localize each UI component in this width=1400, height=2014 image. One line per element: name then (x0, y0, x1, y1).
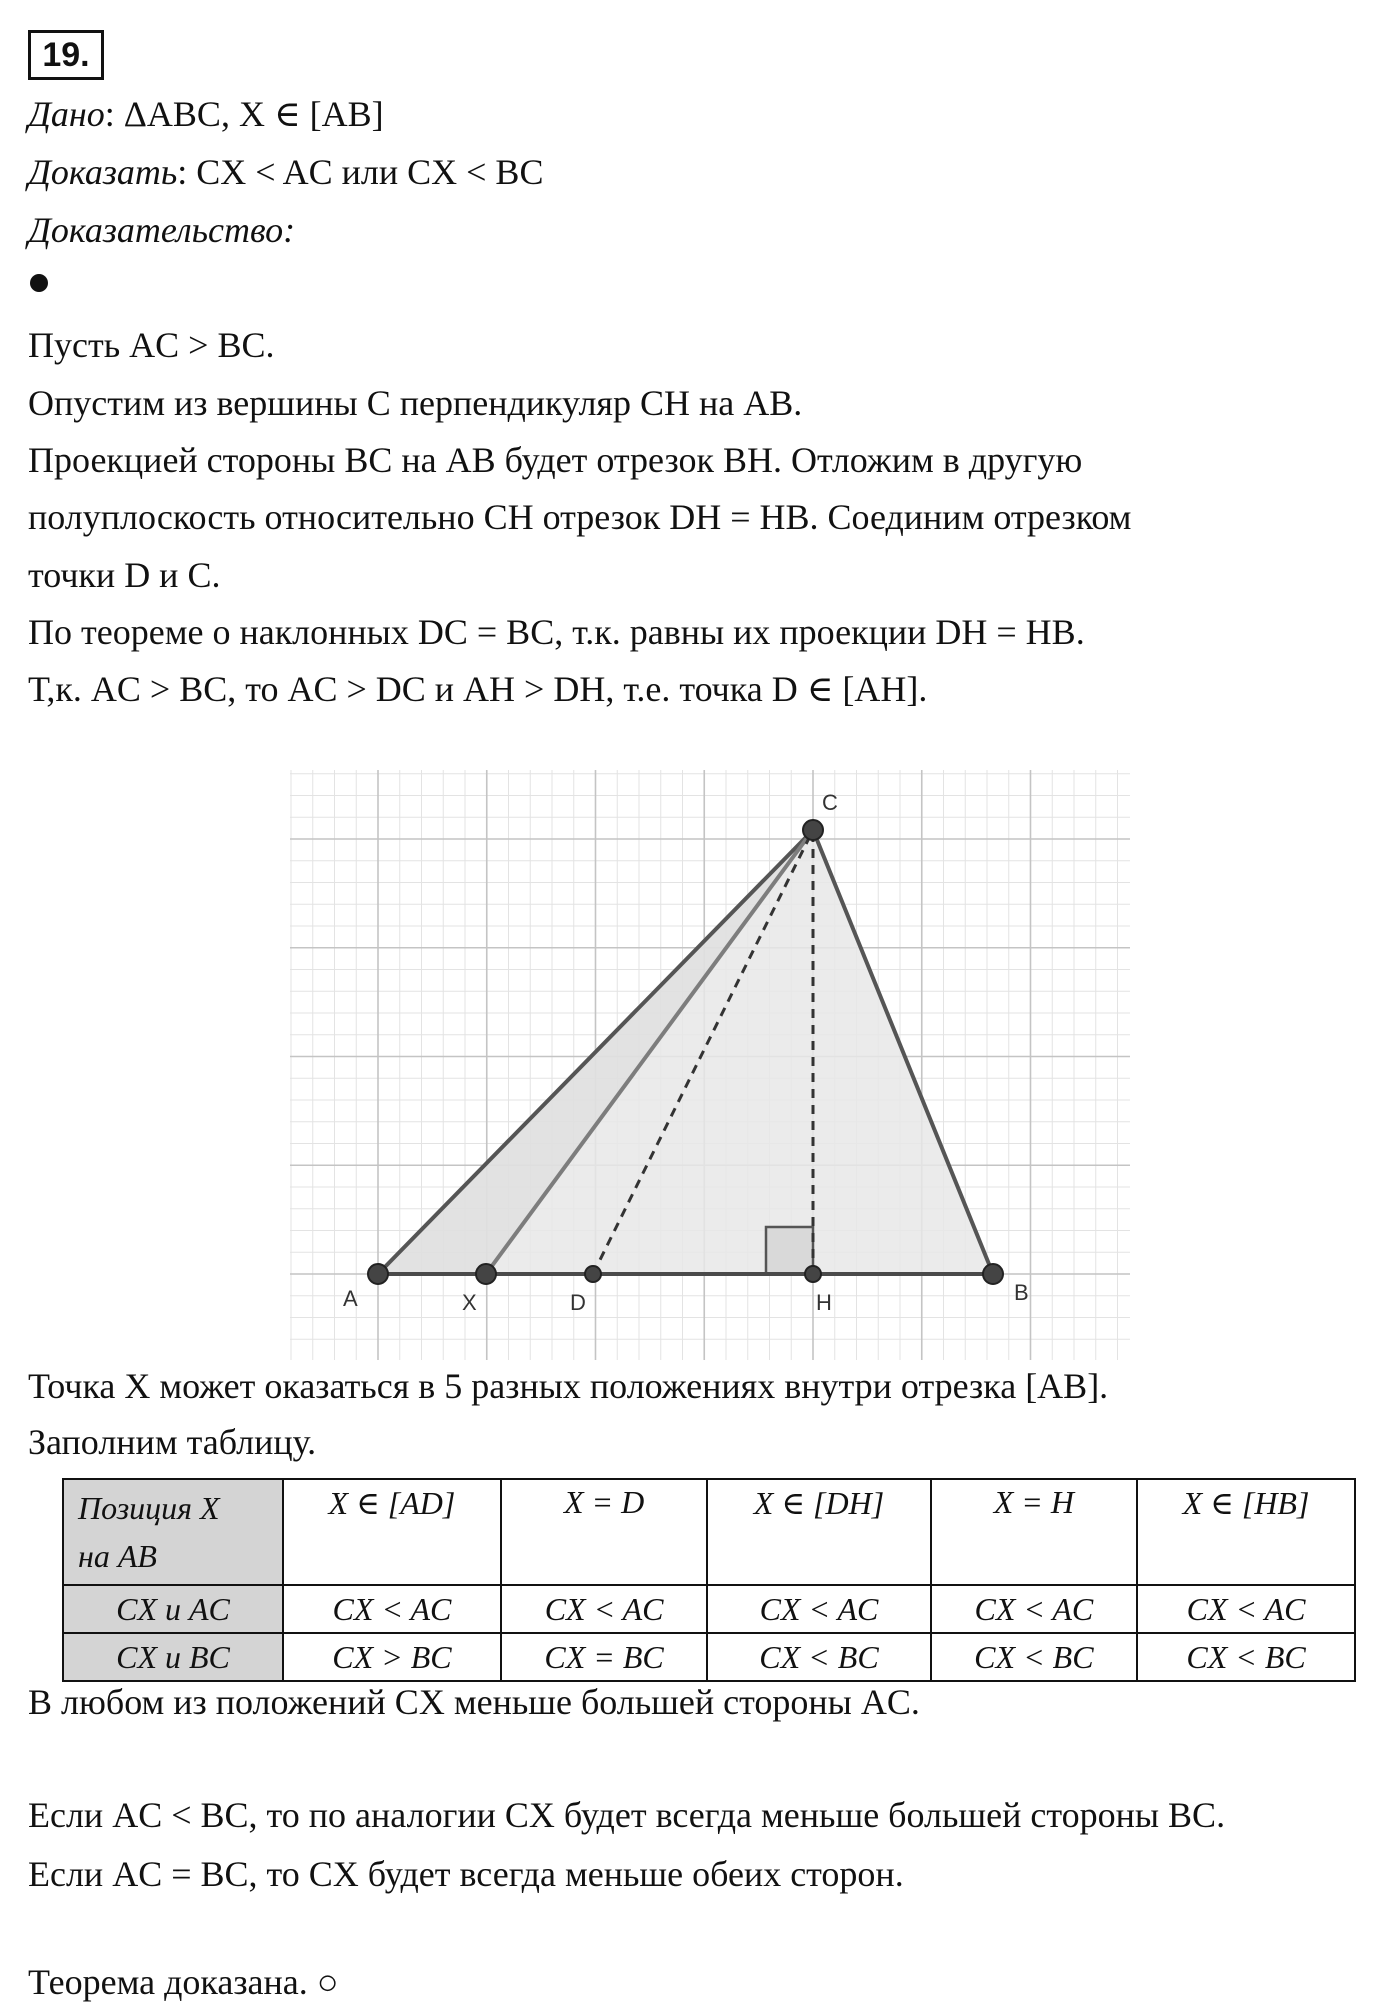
right-angle-marker (766, 1227, 813, 1274)
label-d: D (570, 1290, 586, 1315)
given-text: : ΔABC, X ∈ [AB] (104, 94, 384, 134)
given-label: Дано (28, 94, 105, 134)
table-col-header: X = D (501, 1479, 707, 1585)
label-c: C (822, 790, 838, 815)
table-col-header: X ∈ [HB] (1137, 1479, 1355, 1585)
row-label: CX и BC (63, 1633, 283, 1681)
table-cell: CX < AC (931, 1585, 1137, 1633)
proof-label: Доказательство: (28, 210, 296, 250)
table-col-header: X = H (931, 1479, 1137, 1585)
point-a (368, 1264, 388, 1284)
table-cell: CX < AC (501, 1585, 707, 1633)
problem-number: 19. (28, 30, 104, 80)
table-cell: CX < AC (283, 1585, 501, 1633)
label-x: X (462, 1290, 477, 1315)
after-figure-2: Заполним таблицу. (28, 1422, 317, 1462)
table-col-header: X ∈ [AD] (283, 1479, 501, 1585)
positions-table (62, 1478, 1356, 1682)
table-row (63, 1633, 1355, 1681)
prove-line (28, 150, 543, 194)
paragraph-2: Опустим из вершины C перпендикуляр CH на AB. (28, 383, 803, 423)
bullet-icon (30, 274, 48, 292)
table-header-row (63, 1479, 1355, 1585)
point-x (476, 1264, 496, 1284)
table-cell: CX < BC (1137, 1633, 1355, 1681)
paragraph-5: точки D и C. (28, 555, 221, 595)
paragraph-6: По теореме о наклонных DC = BC, т.к. равны их проекции DH = HB. (28, 612, 1085, 652)
conclusion-1: В любом из положений CX меньше большей стороны AC. (28, 1682, 920, 1722)
table-col-header: X ∈ [DH] (707, 1479, 930, 1585)
label-h: H (816, 1290, 832, 1315)
table-cell: CX < AC (1137, 1585, 1355, 1633)
table-cell: CX < BC (707, 1633, 930, 1681)
table-header-label (63, 1479, 283, 1585)
row-label: CX и AC (63, 1585, 283, 1633)
point-h (805, 1266, 821, 1282)
table-cell: CX < AC (707, 1585, 930, 1633)
table-cell: CX = BC (501, 1633, 707, 1681)
paragraph-7: Т,к. AC > BC, то AC > DC и AH > DH, т.е. точка D ∈ [AH]. (28, 669, 928, 709)
paragraph-1: Пусть AC > BC. (28, 325, 275, 365)
given-line (28, 92, 384, 136)
conclusion-2: Если AC < BC, то по аналогии CX будет всегда меньше большей стороны BC. (28, 1795, 1226, 1835)
table-cell: CX > BC (283, 1633, 501, 1681)
prove-label: Доказать (28, 152, 178, 192)
prove-text: : CX < AC или CX < BC (177, 152, 544, 192)
header-label-line2: на AB (78, 1538, 157, 1574)
label-a: A (343, 1286, 358, 1311)
point-b (983, 1264, 1003, 1284)
table-cell: CX < BC (931, 1633, 1137, 1681)
paragraph-4: полуплоскость относительно CH отрезок DH = HB. Соединим отрезком (28, 497, 1132, 537)
label-b: B (1014, 1280, 1029, 1305)
conclusion-4: Теорема доказана. ○ (28, 1962, 339, 2002)
table-row (63, 1585, 1355, 1633)
paragraph-3: Проекцией стороны BC на AB будет отрезок BH. Отложим в другую (28, 440, 1083, 480)
triangle-figure (290, 770, 1130, 1360)
point-d (585, 1266, 601, 1282)
conclusion-3: Если AC = BC, то CX будет всегда меньше обеих сторон. (28, 1854, 904, 1894)
header-label-line1: Позиция X (78, 1490, 220, 1526)
after-figure-1: Точка X может оказаться в 5 разных положениях внутри отрезка [AB]. (28, 1366, 1109, 1406)
point-c (803, 820, 823, 840)
